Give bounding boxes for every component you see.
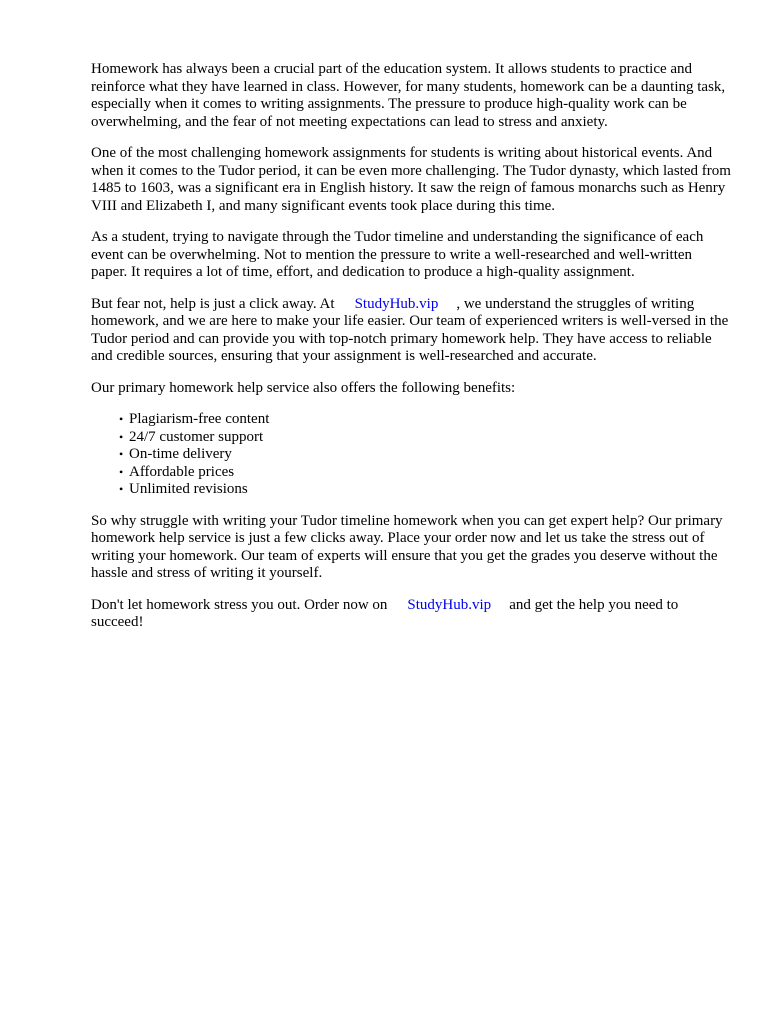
benefit-label: On-time delivery bbox=[129, 446, 232, 462]
benefits-intro-paragraph: Our primary homework help service also offers the following benefits: bbox=[91, 379, 516, 396]
intro-paragraph: Homework has always been a crucial part of the education system. It allows students to practice and reinforce what they have learned in class. However, for many students, homework can be a daunting task, especially when it comes to writing assignments. The pressure to produce high-quality work can be overwhelming, and the fear of not meeting expectations can lead to stress and anxiety. bbox=[91, 61, 726, 130]
list-item bbox=[119, 411, 731, 429]
student-struggle-paragraph: As a student, trying to navigate through the Tudor timeline and understanding the significance of each event can be overwhelming. Not to mention the pressure to write a well-researched and well-written paper. It requires a lot of time, effort, and dedication to produce a high-quality assignment. bbox=[91, 229, 704, 280]
bullet-icon: • bbox=[119, 482, 124, 496]
bullet-icon: • bbox=[119, 429, 124, 444]
tudor-paragraph: One of the most challenging homework assignments for students is writing about historical events. And when it comes to the Tudor period, it can be even more challenging. The Tudor dynasty, which lasted from 1485 to 1603, was a significant era in English history. It saw the reign of famous monarchs such as Henry VIII and Elizabeth I, and many significant events took place during this time. bbox=[91, 145, 731, 214]
help-paragraph bbox=[91, 296, 731, 366]
benefits-list bbox=[91, 411, 731, 499]
studyhub-link[interactable]: StudyHub.vip bbox=[407, 596, 492, 613]
bullet-icon: • bbox=[119, 464, 124, 479]
list-item bbox=[119, 429, 731, 447]
help-paragraph-lead: But fear not, help is just a click away. At bbox=[91, 295, 335, 312]
list-item bbox=[119, 464, 731, 482]
help-paragraph-rest: , we understand the struggles of writing homework, and we are here to make your life easier. Our team of experienced writers is well-versed in the Tudor period and can provide you with top-notch primary homework help. They have access to reliable and credible sources, ensuring that your assignment is well-researched and accurate. bbox=[91, 295, 729, 364]
list-item bbox=[119, 481, 731, 499]
benefit-label: Plagiarism-free content bbox=[129, 411, 270, 427]
benefit-label: 24/7 customer support bbox=[129, 428, 264, 445]
benefit-label: Affordable prices bbox=[129, 463, 235, 480]
list-item bbox=[119, 446, 731, 464]
closing-paragraph-rest: and get the help you need to succeed! bbox=[91, 596, 679, 630]
closing-paragraph bbox=[91, 597, 731, 632]
closing-paragraph-lead: Don't let homework stress you out. Order now on bbox=[91, 596, 388, 613]
cta-paragraph: So why struggle with writing your Tudor timeline homework when you can get expert help? Our primary homework help service is just a few clicks away. Place your order now and let us take the stress out of writing your homework. Our team of experts will ensure that you get the grades you deserve without the hassle and stress of writing it yourself. bbox=[91, 512, 723, 581]
bullet-icon: • bbox=[119, 447, 124, 461]
studyhub-link[interactable]: StudyHub.vip bbox=[354, 295, 439, 312]
benefit-label: Unlimited revisions bbox=[129, 481, 248, 497]
document-body bbox=[91, 61, 731, 646]
bullet-icon: • bbox=[119, 412, 124, 426]
